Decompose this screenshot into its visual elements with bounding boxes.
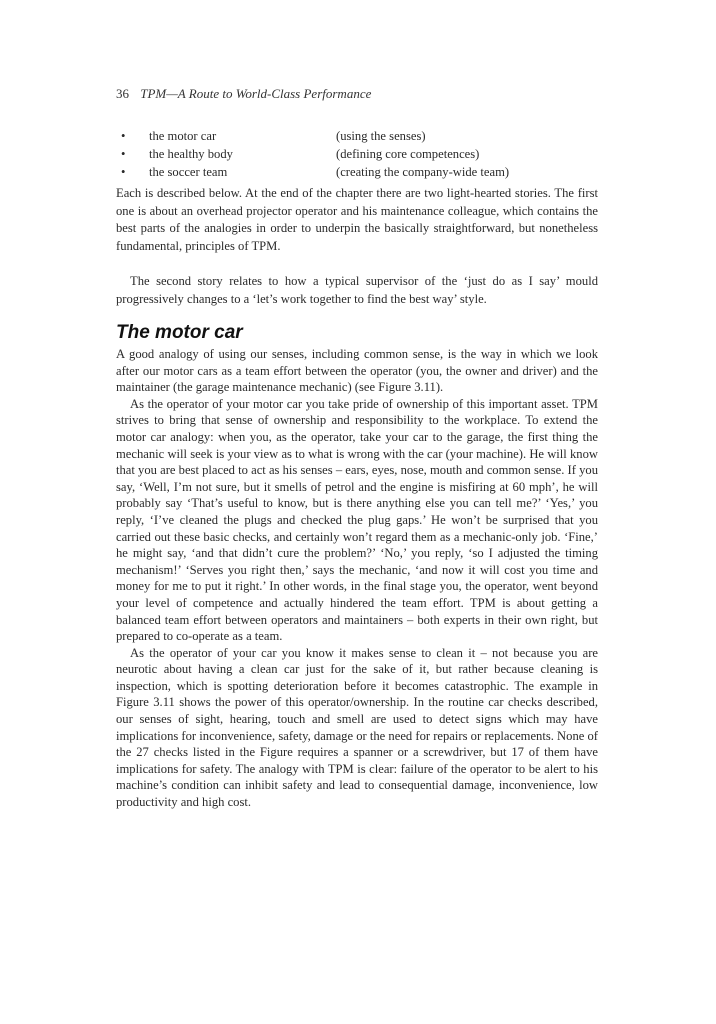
section-heading: The motor car [116,322,243,343]
bullet-item-label: the healthy body [149,147,233,161]
bullet-icon: • [121,165,126,179]
bullet-item-description: (defining core competences) [336,147,480,161]
bullet-list [121,127,611,181]
intro-paragraph: Each is described below. At the end of the chapter there are two light-hearted stories. The first one is about an overhead projector operator and his maintenance colleague, which contains the best parts of the analogies in order to underpin the basically straightforward, but nonetheless fundamental, principles of TPM. [116,186,598,253]
list-item [121,127,611,145]
body-paragraph: A good analogy of using our senses, including common sense, is the way in which we look after our motor cars as a team effort between the operator (you, the owner and driver) and the maintainer (the garage maintenance mechanic) (see Figure 3.11). [116,347,598,395]
body-paragraph: As the operator of your motor car you take pride of ownership of this important asset. TPM strives to bring that sense of ownership and responsibility to the workplace. To extend the motor car analogy: when you, as the operator, take your car to the garage, the first thing the mechanic will seek is your view as to what is wrong with the car (your machine). He will know that you are best placed to act as his senses – ears, eyes, nose, mouth and common sense. If you say, ‘Well, I’m not sure, but it smells of petrol and the engine is misfiring at 60 mph’, he will probably say ‘That’s useful to know, but is there anything else you can tell me?’ ‘Yes,’ you reply, ‘I’ve cleaned the plugs and checked the plug gaps.’ He won’t be surprised that you carried out these basic checks, and certainly won’t regard them as a mechanic-only job. ‘Fine,’ he might say, ‘and that didn’t cure the problem?’ ‘No,’ you reply, ‘so I adjusted the timing mechanism!’ ‘Serves you right then,’ says the mechanic, ‘and now it will cost you time and money for me to put it right.’ In other words, in the final stage you, the operator, went beyond your level of competence and actually hindered the team effort. TPM is about getting a balanced team effort between operators and maintainers – both experts in their own right, but prepared to co-operate as a team. [116,396,598,644]
body-paragraph: As the operator of your car you know it makes sense to clean it – not because you are neurotic about having a clean car just for the sake of it, but rather because cleaning is inspection, which is spotting deterioration before it becomes catastrophic. The example in Figure 3.11 shows the power of this operator/ownership. In the routine car checks described, our senses of sight, hearing, touch and smell are used to detect signs which may have implications for inconvenience, safety, damage or the need for repairs or replacements. None of the 27 checks listed in the Figure requires a spanner or a screwdriver, but 17 of them have implications for safety. The analogy with TPM is clear: failure of the operator to be alert to his machine’s condition can inhibit safety and lead to consequential damage, inconvenience, low productivity and high cost. [116,645,598,810]
page-header [116,86,371,102]
intro-paragraph: The second story relates to how a typical supervisor of the ‘just do as I say’ mould progressively changes to a ‘let’s work together to find the best way’ style. [116,274,598,306]
bullet-item-label: the soccer team [149,165,228,179]
bullet-icon: • [121,129,126,143]
list-item [121,163,611,181]
bullet-icon: • [121,147,126,161]
bullet-item-label: the motor car [149,129,217,143]
bullet-item-description: (creating the company-wide team) [336,165,510,179]
section-body [116,346,598,811]
list-item [121,145,611,163]
page-number: 36 [116,86,129,101]
bullet-item-description: (using the senses) [336,129,426,143]
running-title: TPM—A Route to World-Class Performance [140,86,372,101]
